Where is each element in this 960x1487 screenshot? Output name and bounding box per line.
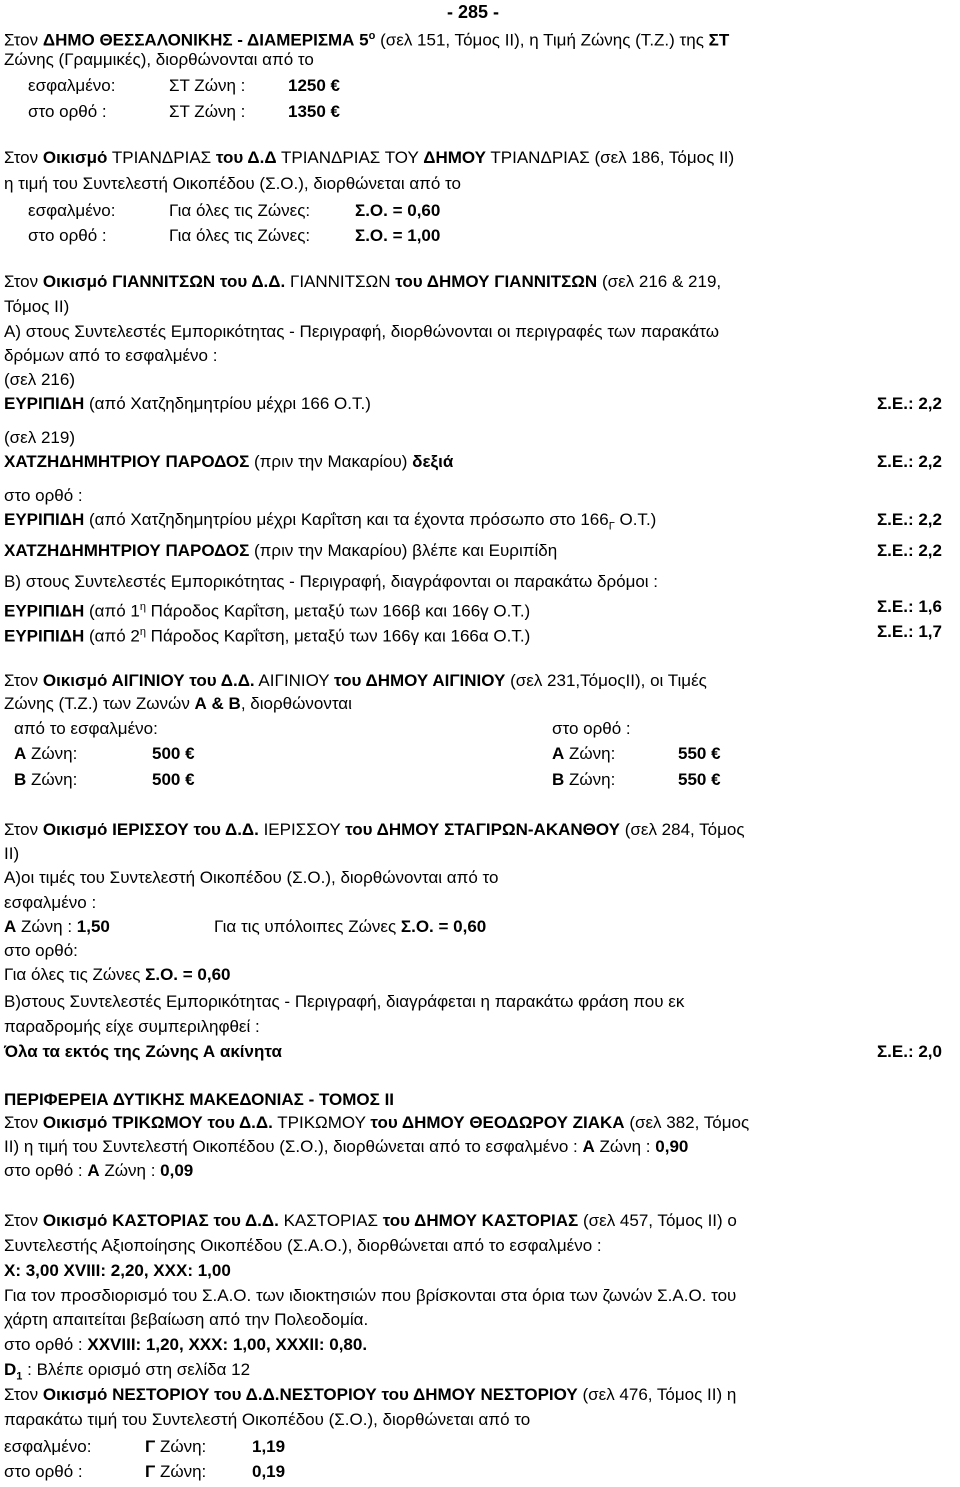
s3-row4: ΧΑΤΖΗΔΗΜΗΤΡΙΟΥ ΠΑΡΟΔΟΣ (πριν την Μακαρίου) βλέπε και Ευριπίδη xyxy=(4,541,558,560)
s8-wrong-zone: Γ Ζώνη: xyxy=(145,1437,207,1456)
s8-right-label: στο ορθό : xyxy=(4,1462,83,1481)
s5-line2: ΙΙ) xyxy=(4,844,20,863)
s5-a-line: Α)οι τιμές του Συντελεστή Οικοπέδου (Σ.Ο.), διορθώνονται από το xyxy=(4,868,499,887)
s7-line6: στο ορθό : XXVIII: 1,20, XXX: 1,00, XXXII: 0,80. xyxy=(4,1335,368,1354)
s7-line3: Χ: 3,00 XVIII: 2,20, XXX: 1,00 xyxy=(4,1261,231,1280)
s6-heading: ΠΕΡΙΦΕΡΕΙΑ ΔΥΤΙΚΗΣ ΜΑΚΕΔΟΝΙΑΣ - ΤΟΜΟΣ ΙΙ xyxy=(4,1090,395,1109)
s5-wrong: εσφαλμένο : xyxy=(4,893,97,912)
s2-wrong-text: Για όλες τις Ζώνες: xyxy=(169,201,311,220)
s4-a-zone-right: Α Ζώνη: xyxy=(552,744,616,763)
s3-line1: Στον Οικισμό ΓΙΑΝΝΙΤΣΩΝ του Δ.Δ. ΓΙΑΝΝΙΤΣΩΝ του ΔΗΜΟΥ ΓΙΑΝΝΙΤΣΩΝ (σελ 216 & 219, xyxy=(4,272,722,291)
s3-row3-value: Σ.Ε.: 2,2 xyxy=(876,510,942,529)
s3-a-line2: δρόμων από το εσφαλμένο : xyxy=(4,346,218,365)
s1-wrong-label: εσφαλμένο: xyxy=(28,76,116,95)
s1-right-zone: ΣΤ Ζώνη : xyxy=(169,102,246,121)
s8-wrong-value: 1,19 xyxy=(252,1437,286,1456)
s4-b-zone: Β Ζώνη: xyxy=(14,770,78,789)
s2-line2: η τιμή του Συντελεστή Οικοπέδου (Σ.Ο.), διορθώνεται από το xyxy=(4,174,461,193)
s3-b-line: Β) στους Συντελεστές Εμπορικότητας - Περιγραφή, διαγράφονται οι παρακάτω δρόμοι : xyxy=(4,572,659,591)
s7-line5: χάρτη απαιτείται βεβαίωση από την Πολεοδομία. xyxy=(4,1310,369,1329)
s8-line1: Στον Οικισμό ΝΕΣΤΟΡΙΟΥ του Δ.Δ.ΝΕΣΤΟΡΙΟΥ του ΔΗΜΟΥ ΝΕΣΤΟΡΙΟΥ (σελ 476, Τόμος ΙΙ) η xyxy=(4,1385,737,1404)
s3-p216: (σελ 216) xyxy=(4,370,75,389)
s3-row1-value: Σ.Ε.: 2,2 xyxy=(876,394,942,413)
s4-b-zone-right: Β Ζώνη: xyxy=(552,770,616,789)
s4-line1: Στον Οικισμό ΑΙΓΙΝΙΟΥ του Δ.Δ. ΑΙΓΙΝΙΟΥ του ΔΗΜΟΥ ΑΙΓΙΝΙΟΥ (σελ 231,ΤόμοςΙΙ), οι Τιμές xyxy=(4,671,707,690)
s3-a-line1: Α) στους Συντελεστές Εμπορικότητας - Περιγραφή, διορθώνονται οι περιγραφές των παρακάτω xyxy=(4,322,719,341)
s2-wrong-value: Σ.Ο. = 0,60 xyxy=(355,201,441,220)
s4-line2: Ζώνης (Τ.Ζ.) των Ζωνών Α & Β, διορθώνονται xyxy=(4,694,352,713)
s1-right-value: 1350 € xyxy=(288,102,340,121)
s4-from-wrong: από το εσφαλμένο: xyxy=(14,719,158,738)
s6-line3: στο ορθό : Α Ζώνη : 0,09 xyxy=(4,1161,194,1180)
page-number: - 285 - xyxy=(447,2,500,22)
s3-correct: στο ορθό : xyxy=(4,486,83,505)
s7-line2: Συντελεστής Αξιοποίησης Οικοπέδου (Σ.Α.Ο.), διορθώνεται από το εσφαλμένο : xyxy=(4,1236,602,1255)
s4-b-right: 550 € xyxy=(678,770,721,789)
s8-right-value: 0,19 xyxy=(252,1462,286,1481)
s8-right-zone: Γ Ζώνη: xyxy=(145,1462,207,1481)
s8-line2: παρακάτω τιμή του Συντελεστή Οικοπέδου (Σ.Ο.), διορθώνεται από το xyxy=(4,1410,531,1429)
s5-phrase: Όλα τα εκτός της Ζώνης Α ακίνητα xyxy=(4,1042,282,1061)
s5-b-line1: Β)στους Συντελεστές Εμπορικότητας - Περιγραφή, διαγράφεται η παρακάτω φράση που εκ xyxy=(4,992,685,1011)
s7-line1: Στον Οικισμό ΚΑΣΤΟΡΙΑΣ του Δ.Δ. ΚΑΣΤΟΡΙΑΣ του ΔΗΜΟΥ ΚΑΣΤΟΡΙΑΣ (σελ 457, Τόμος ΙΙ) ο xyxy=(4,1211,737,1230)
s2-line1: Στον Οικισμό ΤΡΙΑΝΔΡΙΑΣ του Δ.Δ ΤΡΙΑΝΔΡΙΑΣ ΤΟΥ ΔΗΜΟΥ ΤΡΙΑΝΔΡΙΑΣ (σελ 186, Τόμος ΙΙ) xyxy=(4,148,735,167)
s7-line7: $D_1$ : Βλέπε ορισμό στη σελίδα 12 xyxy=(4,1360,251,1383)
s4-a-right: 550 € xyxy=(678,744,721,763)
s1-line2: Ζώνης (Γραμμικές), διορθώνονται από το xyxy=(4,50,314,69)
s5-line1: Στον Οικισμό ΙΕΡΙΣΣΟΥ του Δ.Δ. ΙΕΡΙΣΣΟΥ του ΔΗΜΟΥ ΣΤΑΓΙΡΩΝ-ΑΚΑΝΘΟΥ (σελ 284, Τόμος xyxy=(4,820,745,839)
s5-others: Για τις υπόλοιπες Ζώνες Σ.Ο. = 0,60 xyxy=(214,917,487,936)
s2-right-value: Σ.Ο. = 1,00 xyxy=(355,226,441,245)
s3-row1: ΕΥΡΙΠΙΔΗ (από Χατζηδημητρίου μέχρι 166 Ο.Τ.) xyxy=(4,394,371,413)
s5-right: στο ορθό: xyxy=(4,941,78,960)
s5-phrase-value: Σ.Ε.: 2,0 xyxy=(876,1042,942,1061)
s3-row4-value: Σ.Ε.: 2,2 xyxy=(876,541,942,560)
s3-row3: ΕΥΡΙΠΙΔΗ (από Χατζηδημητρίου μέχρι Καρΐτση και τα έχοντα πρόσωπο στο $166_\Gamma$ Ο.Τ.) xyxy=(4,510,657,533)
s3-line2: Τόμος ΙΙ) xyxy=(4,297,70,316)
s5-b-line2: παραδρομής είχε συμπεριληφθεί : xyxy=(4,1017,260,1036)
s3-row6-value: Σ.Ε.: 1,7 xyxy=(876,622,942,641)
s8-wrong-label: εσφαλμένο: xyxy=(4,1437,92,1456)
s4-a-wrong: 500 € xyxy=(152,744,195,763)
s1-wrong-zone: ΣΤ Ζώνη : xyxy=(169,76,246,95)
s4-b-wrong: 500 € xyxy=(152,770,195,789)
s2-right-text: Για όλες τις Ζώνες: xyxy=(169,226,311,245)
s6-line1: Στον Οικισμό ΤΡΙΚΩΜΟΥ του Δ.Δ. ΤΡΙΚΩΜΟΥ του ΔΗΜΟΥ ΘΕΟΔΩΡΟΥ ΖΙΑΚΑ (σελ 382, Τόμος xyxy=(4,1113,750,1132)
s4-to-right: στο ορθό : xyxy=(552,719,631,738)
s1-wrong-value: 1250 € xyxy=(288,76,340,95)
s3-row6: ΕΥΡΙΠΙΔΗ (από $2^\eta$ Πάροδος Καρΐτση, μεταξύ των 166γ και 166α Ο.Τ.) xyxy=(4,626,531,646)
s6-line2: ΙΙ) η τιμή του Συντελεστή Οικοπέδου (Σ.Ο.), διορθώνεται από το εσφαλμένο : Α Ζώνη : 0,90 xyxy=(4,1137,689,1156)
s2-right-label: στο ορθό : xyxy=(28,226,107,245)
s3-row5: ΕΥΡΙΠΙΔΗ (από $1^\eta$ Πάροδος Καρΐτση, μεταξύ των 166β και 166γ Ο.Τ.) xyxy=(4,601,531,621)
s1-line1: Στον ΔΗΜΟ ΘΕΣΣΑΛΟΝΙΚΗΣ - ΔΙΑΜΕΡΙΣΜΑ $5^o$ (σελ 151, Τόμος ΙΙ), η Τιμή Ζώνης (Τ.Ζ.) της ΣΤ xyxy=(4,30,730,50)
s4-a-zone: Α Ζώνη: xyxy=(14,744,78,763)
s2-wrong-label: εσφαλμένο: xyxy=(28,201,116,220)
s5-zone-a: Α Ζώνη : 1,50 xyxy=(4,917,110,936)
s5-all: Για όλες τις Ζώνες Σ.Ο. = 0,60 xyxy=(4,965,231,984)
s3-row2-value: Σ.Ε.: 2,2 xyxy=(876,452,942,471)
s7-line4: Για τον προσδιορισμό του Σ.Α.Ο. των ιδιοκτησιών που βρίσκονται στα όρια των ζωνών Σ.Α.Ο. του xyxy=(4,1286,737,1305)
s3-row5-value: Σ.Ε.: 1,6 xyxy=(876,597,942,616)
s3-p219: (σελ 219) xyxy=(4,428,75,447)
s1-right-label: στο ορθό : xyxy=(28,102,107,121)
s3-row2: ΧΑΤΖΗΔΗΜΗΤΡΙΟΥ ΠΑΡΟΔΟΣ (πριν την Μακαρίου) δεξιά xyxy=(4,452,454,471)
